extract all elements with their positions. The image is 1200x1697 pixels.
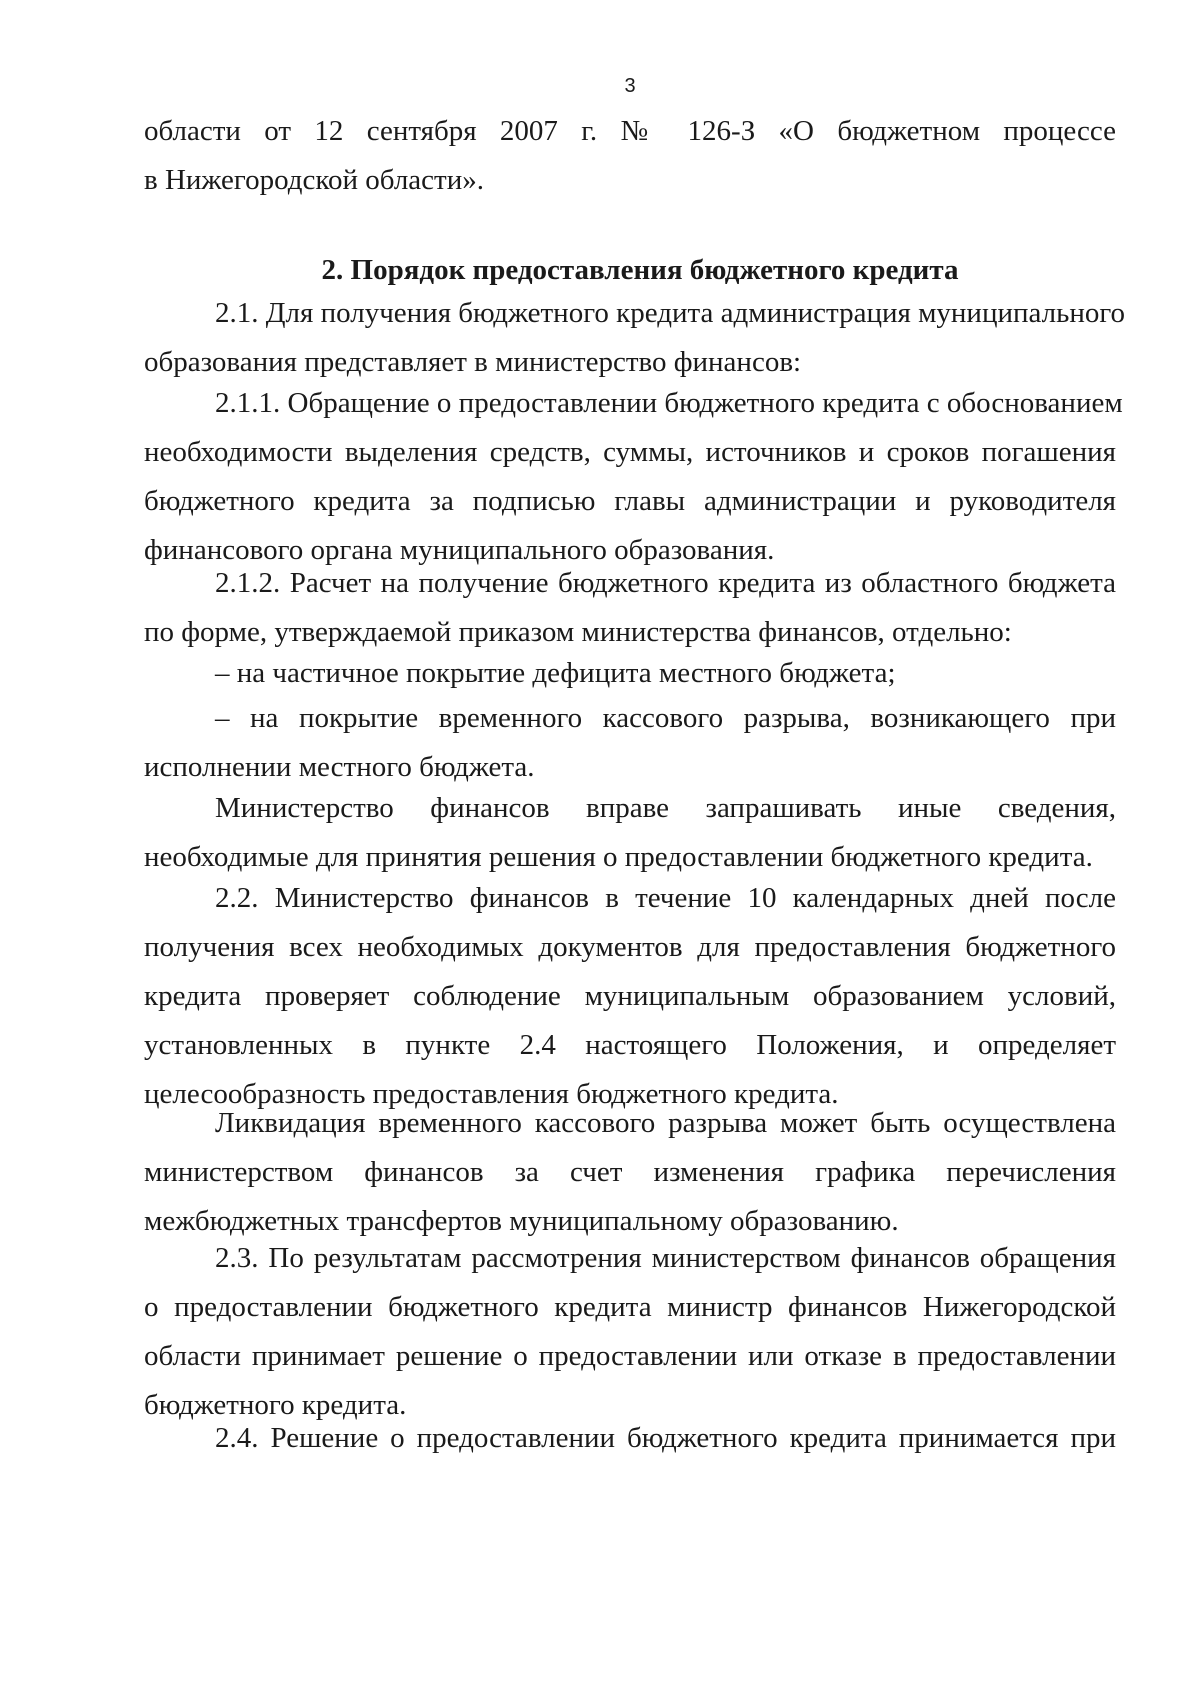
list-item-cash-gap: [144, 694, 1116, 792]
section-heading: 2. Порядок предоставления бюджетного кредита: [321, 254, 959, 286]
text-line: в Нижегородской области».: [144, 164, 484, 196]
paragraph-2-1: [144, 289, 1126, 387]
text-line: 2.1.1. Обращение о предоставлении бюджетного кредита с обоснованием: [215, 387, 1123, 419]
text-line: необходимые для принятия решения о предоставлении бюджетного кредита.: [144, 841, 1093, 873]
text-line: установленных в пункте 2.4 настоящего Положения, и определяет: [144, 1029, 1116, 1061]
text-line: исполнении местного бюджета.: [144, 751, 535, 783]
text-line: бюджетного кредита за подписью главы администрации и руководителя: [144, 485, 1116, 517]
text-line: межбюджетных трансфертов муниципальному образованию.: [144, 1205, 899, 1237]
paragraph-2-1-1: [144, 379, 1123, 575]
text-line: по форме, утверждаемой приказом министерства финансов, отдельно:: [144, 616, 1012, 648]
list-item-deficit: [144, 649, 1116, 698]
page-number: 3: [624, 75, 636, 97]
paragraph-2-2: [144, 874, 1116, 1119]
text-line: 2.1.2. Расчет на получение бюджетного кредита из областного бюджета: [215, 567, 1116, 599]
text-line: образования представляет в министерство финансов:: [144, 346, 802, 378]
text-line: целесообразность предоставления бюджетного кредита.: [144, 1078, 839, 1110]
paragraph-2-4: [144, 1414, 1116, 1463]
text-line: финансового органа муниципального образования.: [144, 534, 775, 566]
text-line: 2.1. Для получения бюджетного кредита администрация муниципального: [215, 297, 1126, 329]
paragraph-2-3: [144, 1234, 1116, 1430]
text-line: 2.3. По результатам рассмотрения министерством финансов обращения: [215, 1242, 1116, 1274]
text-line: получения всех необходимых документов для предоставления бюджетного: [144, 931, 1116, 963]
text-line: Ликвидация временного кассового разрыва может быть осуществлена: [215, 1107, 1116, 1139]
text-line: необходимости выделения средств, суммы, источников и сроков погашения: [144, 436, 1116, 468]
text-line: 2.4. Решение о предоставлении бюджетного кредита принимается при: [215, 1422, 1116, 1454]
text-line: кредита проверяет соблюдение муниципальным образованием условий,: [144, 980, 1116, 1012]
paragraph-ministry-request: [144, 784, 1116, 882]
text-line: о предоставлении бюджетного кредита министр финансов Нижегородской: [144, 1291, 1116, 1323]
intro-paragraph: [144, 107, 1116, 205]
text-line: – на покрытие временного кассового разрыва, возникающего при: [215, 702, 1116, 734]
text-line: – на частичное покрытие дефицита местного бюджета;: [215, 657, 896, 689]
text-line: области от 12 сентября 2007 г. № 126-З «О бюджетном процессе: [144, 115, 1116, 147]
text-line: области принимает решение о предоставлении или отказе в предоставлении: [144, 1340, 1116, 1372]
text-line: 2.2. Министерство финансов в течение 10 календарных дней после: [215, 882, 1116, 914]
paragraph-liquidation: [144, 1099, 1116, 1246]
text-line: бюджетного кредита.: [144, 1389, 407, 1421]
text-line: министерством финансов за счет изменения графика перечисления: [144, 1156, 1116, 1188]
text-line: Министерство финансов вправе запрашивать иные сведения,: [215, 792, 1116, 824]
paragraph-2-1-2: [144, 559, 1116, 657]
